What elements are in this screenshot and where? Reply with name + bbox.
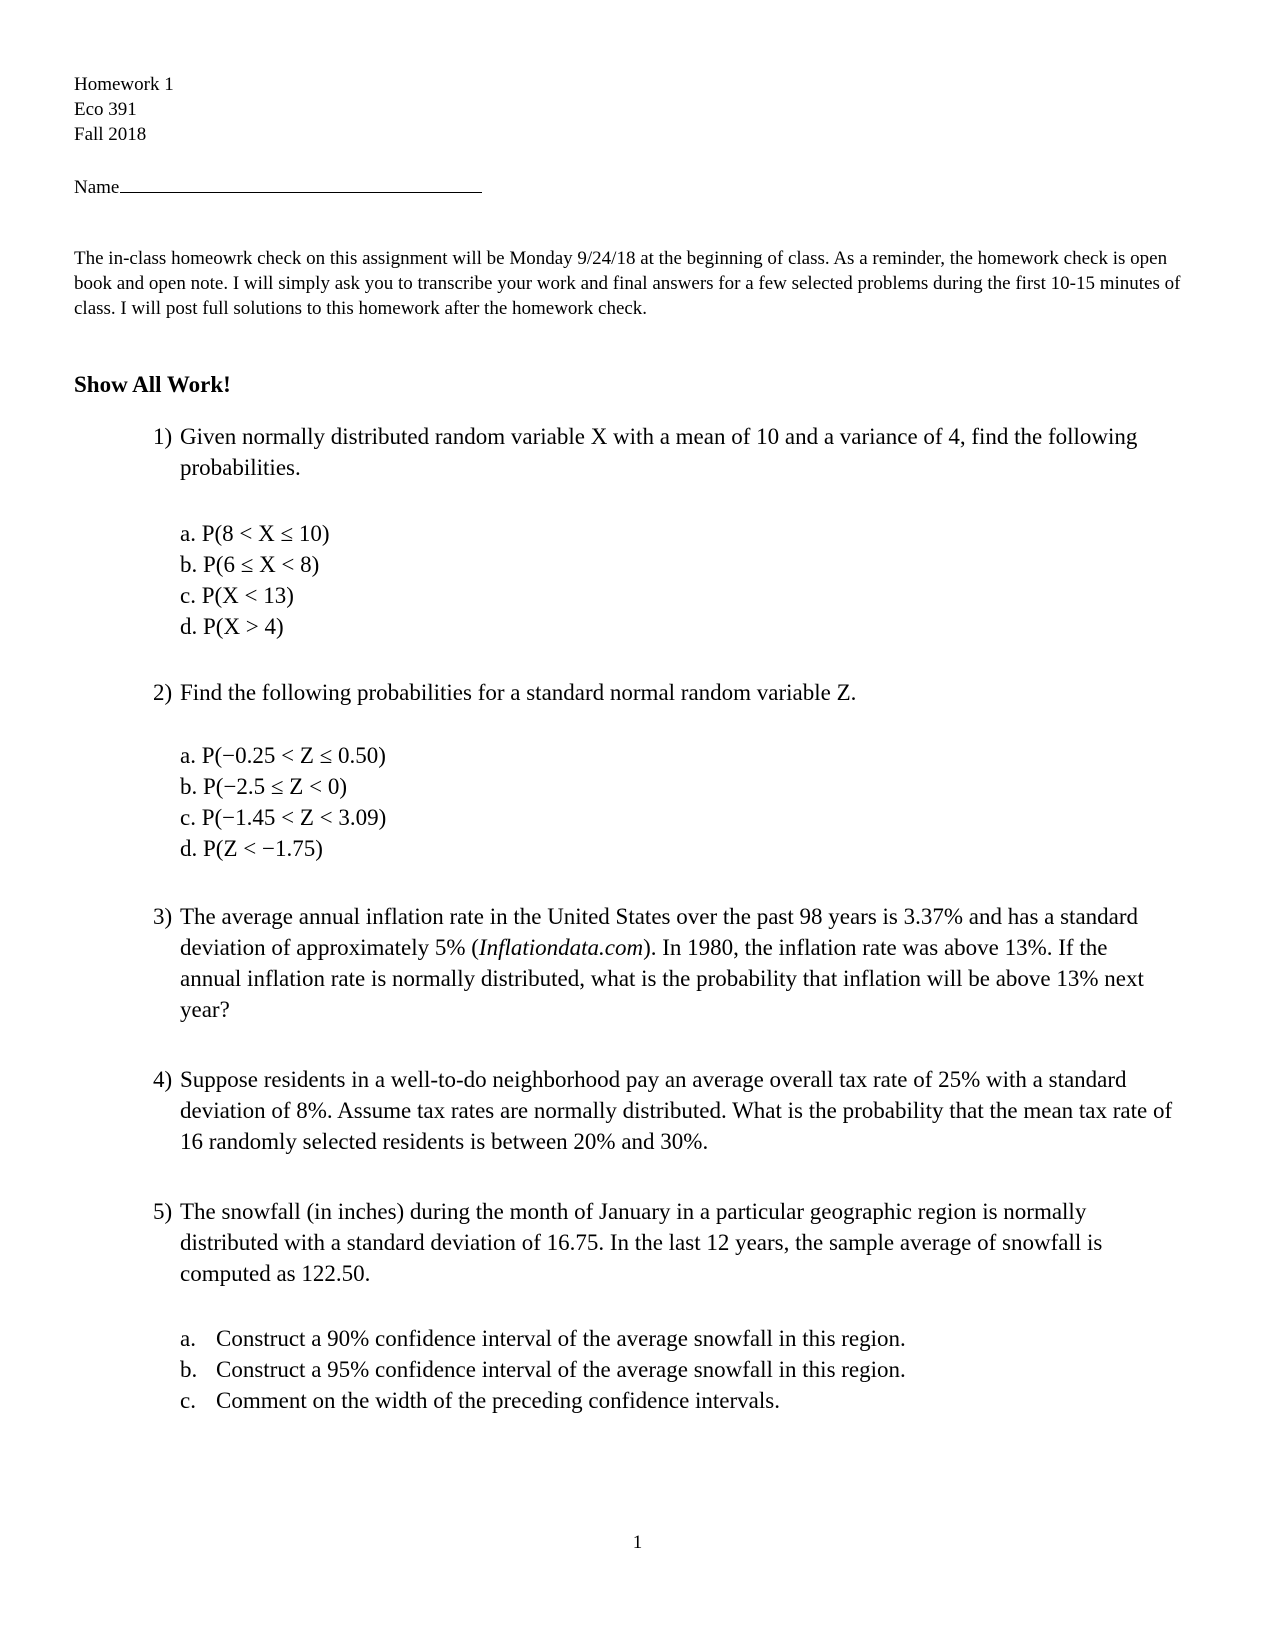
question-2 bbox=[153, 677, 1173, 708]
question-2-part-b: b. P(−2.5 ≤ Z < 0) bbox=[180, 774, 347, 799]
question-1-part-d: d. P(X > 4) bbox=[180, 614, 284, 639]
question-5-text: The snowfall (in inches) during the month of January in a particular geographic region is normally distributed with a standard deviation of 16.75. In the last 12 years, the sample average of snowfall is computed as 122.50. bbox=[180, 1199, 1103, 1286]
name-blank-line bbox=[120, 173, 482, 193]
question-1 bbox=[153, 421, 1173, 483]
name-label: Name bbox=[74, 177, 120, 198]
question-2-part-a: a. P(−0.25 < Z ≤ 0.50) bbox=[180, 743, 386, 768]
question-3-text-end: ). In 1980, the inflation rate was above 13%. If the annual inflation rate is normally distributed, what is the probability that inflation will be above 13% next year? bbox=[180, 935, 1144, 1022]
question-1-part-a: a. P(8 < X ≤ 10) bbox=[180, 521, 330, 546]
question-4 bbox=[153, 1064, 1173, 1157]
question-5-part-c-label: c. bbox=[180, 1388, 196, 1413]
header-term: Fall 2018 bbox=[74, 124, 147, 145]
question-2-part-d: d. P(Z < −1.75) bbox=[180, 836, 323, 861]
intro-paragraph: The in-class homeowrk check on this assignment will be Monday 9/24/18 at the beginning of class. As a reminder, the homework check is open book and open note. I will simply ask you to transcribe your work and final answers for a few selected problems during the first 10-15 minutes of class. I will post full solutions to this homework after the homework check. bbox=[74, 248, 1181, 319]
page-number: 1 bbox=[632, 1532, 643, 1553]
question-5-part-c bbox=[180, 1385, 906, 1416]
question-5-number: 5) bbox=[153, 1199, 173, 1224]
question-2-number: 2) bbox=[153, 680, 173, 705]
assignment-header bbox=[74, 72, 174, 147]
name-field-row bbox=[74, 173, 482, 199]
question-5 bbox=[153, 1196, 1173, 1289]
question-1-part-b: b. P(6 ≤ X < 8) bbox=[180, 552, 320, 577]
question-1-number: 1) bbox=[153, 424, 173, 449]
question-2-text: Find the following probabilities for a standard normal random variable Z. bbox=[180, 680, 857, 705]
question-3-text-start: The average annual inflation rate in the United States over the past 98 years is 3.37% and has a standard deviation of approximately 5% ( bbox=[180, 904, 1139, 960]
question-3-source: Inflationdata.com bbox=[478, 935, 644, 960]
question-5-part-a bbox=[180, 1323, 906, 1354]
question-5-part-c-text: Comment on the width of the preceding confidence intervals. bbox=[216, 1388, 780, 1413]
question-3-number: 3) bbox=[153, 904, 173, 929]
question-5-part-b-label: b. bbox=[180, 1357, 198, 1382]
question-2-parts bbox=[180, 740, 386, 864]
question-5-part-a-label: a. bbox=[180, 1326, 196, 1351]
question-2-part-c: c. P(−1.45 < Z < 3.09) bbox=[180, 805, 387, 830]
question-5-parts bbox=[180, 1323, 906, 1416]
question-4-number: 4) bbox=[153, 1067, 173, 1092]
header-course: Eco 391 bbox=[74, 99, 137, 120]
question-4-text: Suppose residents in a well-to-do neighborhood pay an average overall tax rate of 25% with a standard deviation of 8%. Assume tax rates are normally distributed. What is the probability that the mean tax rate of 16 randomly selected residents is between 20% and 30%. bbox=[180, 1067, 1173, 1154]
header-title: Homework 1 bbox=[74, 74, 174, 95]
question-1-text: Given normally distributed random variable X with a mean of 10 and a variance of 4, find the following probabilities. bbox=[180, 424, 1138, 480]
show-all-work-heading: Show All Work! bbox=[74, 372, 231, 397]
question-3 bbox=[153, 901, 1173, 1025]
question-5-part-b bbox=[180, 1354, 906, 1385]
question-5-part-a-text: Construct a 90% confidence interval of the average snowfall in this region. bbox=[216, 1326, 906, 1351]
question-5-part-b-text: Construct a 95% confidence interval of the average snowfall in this region. bbox=[216, 1357, 906, 1382]
question-3-text bbox=[153, 901, 1173, 1025]
question-1-parts bbox=[180, 518, 330, 642]
question-1-part-c: c. P(X < 13) bbox=[180, 583, 294, 608]
